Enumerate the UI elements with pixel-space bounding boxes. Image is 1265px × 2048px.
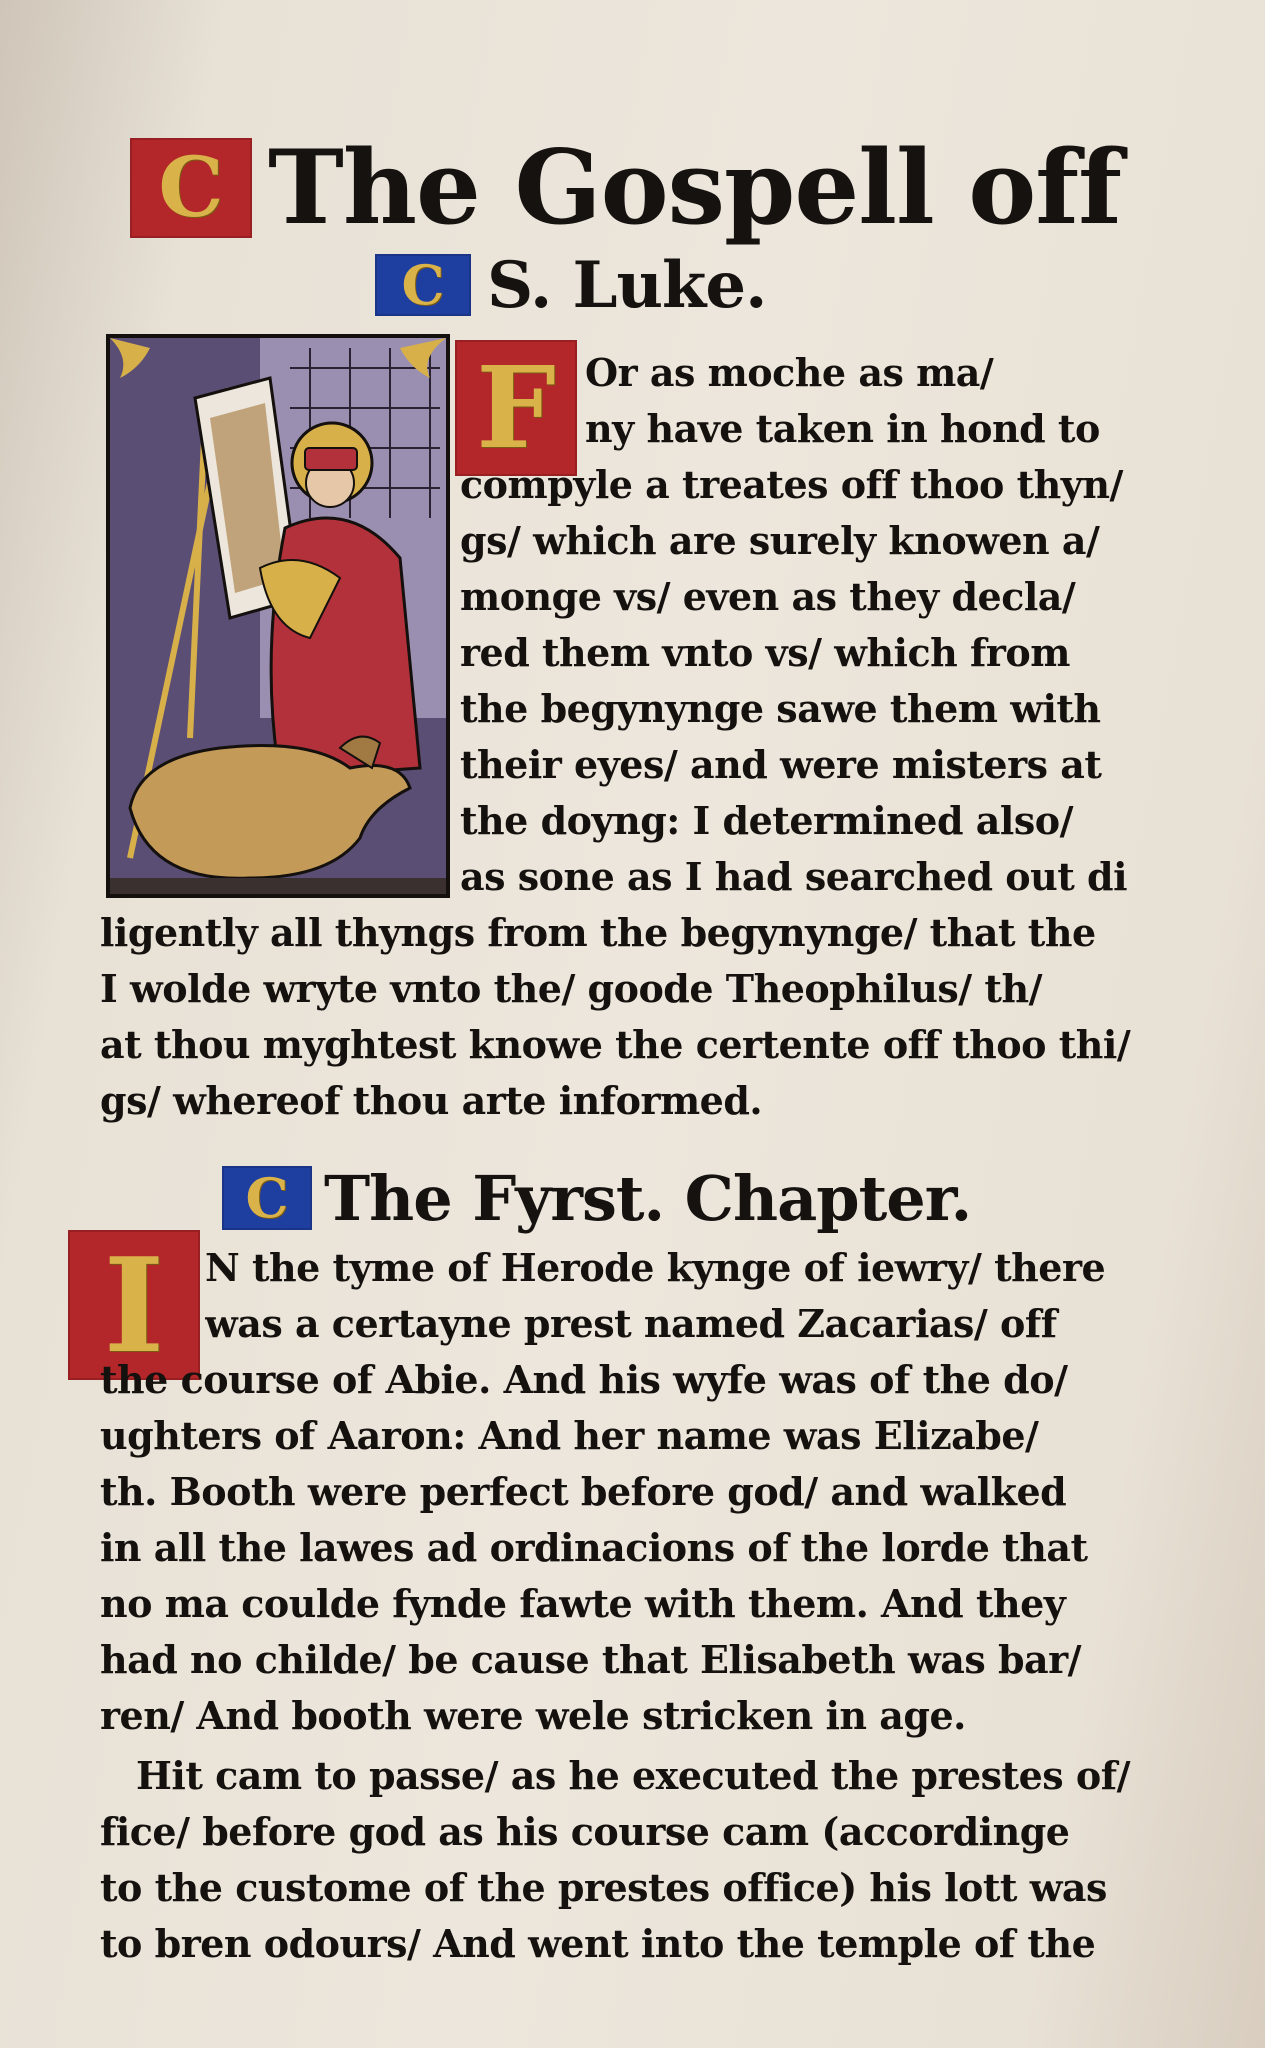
text-line: their eyes/ and were misters at — [460, 742, 1102, 787]
woodcut-illustration-saint-luke — [106, 334, 450, 898]
drop-cap-f: F — [455, 340, 577, 476]
title-initial-red: C — [130, 138, 252, 238]
text-line: in all the lawes ad ordinacions of the lorde that — [100, 1525, 1088, 1570]
text-line: ughters of Aaron: And her name was Elizabe/ — [100, 1413, 1039, 1458]
text-line: had no childe/ be cause that Elisabeth was bar/ — [100, 1637, 1082, 1682]
text-line: was a certayne prest named Zacarias/ off — [205, 1301, 1057, 1346]
text-line: th. Booth were perfect before god/ and walked — [100, 1469, 1067, 1514]
text-line: I wolde wryte vnto the/ goode Theophilus/ th/ — [100, 966, 1042, 1011]
chapter-title: The Fyrst. Chapter. — [324, 1161, 972, 1235]
text-line: Hit cam to passe/ as he executed the prestes of/ — [136, 1753, 1130, 1798]
text-line: no ma coulde fynde fawte with them. And they — [100, 1581, 1066, 1626]
page-title: The Gospell off — [268, 128, 1122, 248]
woodcut-image — [110, 338, 446, 894]
chapter-lines-full-width — [100, 1352, 1182, 1744]
prologue-lines-beside-initial — [585, 345, 1185, 457]
title-initial-blue: C — [375, 254, 471, 316]
chapter-paragraph-2 — [100, 1748, 1182, 1972]
prologue-lines-full-width — [100, 905, 1182, 1129]
text-line: to the custome of the prestes office) his lott was — [100, 1865, 1107, 1910]
text-line: the doyng: I determined also/ — [460, 798, 1073, 843]
text-line: monge vs/ even as they decla/ — [460, 574, 1076, 619]
title-line-1 — [130, 118, 1121, 258]
text-line: compyle a treates off thoo thyn/ — [460, 462, 1123, 507]
text-line: ligently all thyngs from the begynynge/ that the — [100, 910, 1096, 955]
text-line: ny have taken in hond to — [585, 406, 1100, 451]
page-subtitle: S. Luke. — [487, 247, 767, 323]
text-line: fice/ before god as his course cam (accordinge — [100, 1809, 1070, 1854]
text-line: the course of Abie. And his wyfe was of the do/ — [100, 1357, 1068, 1402]
text-line: Or as moche as ma/ — [585, 350, 994, 395]
text-line: N the tyme of Herode kynge of iewry/ there — [205, 1245, 1106, 1290]
text-line: gs/ which are surely knowen a/ — [460, 518, 1100, 563]
chapter-heading — [222, 1148, 971, 1248]
drop-cap-i: I — [68, 1230, 200, 1380]
chapter-lines-beside-initial — [205, 1240, 1183, 1352]
text-line: to bren odours/ And went into the temple of the — [100, 1921, 1096, 1966]
text-line: red them vnto vs/ which from — [460, 630, 1070, 675]
chapter-initial-blue: C — [222, 1166, 312, 1230]
text-line: ren/ And booth were wele stricken in age. — [100, 1693, 966, 1738]
text-line: as sone as I had searched out di — [460, 854, 1128, 899]
text-line: the begynynge sawe them with — [460, 686, 1101, 731]
text-line: at thou myghtest knowe the certente off thoo thi/ — [100, 1022, 1131, 1067]
text-line: gs/ whereof thou arte informed. — [100, 1078, 763, 1123]
title-line-2 — [375, 240, 766, 330]
prologue-lines-beside-woodcut — [460, 457, 1180, 905]
